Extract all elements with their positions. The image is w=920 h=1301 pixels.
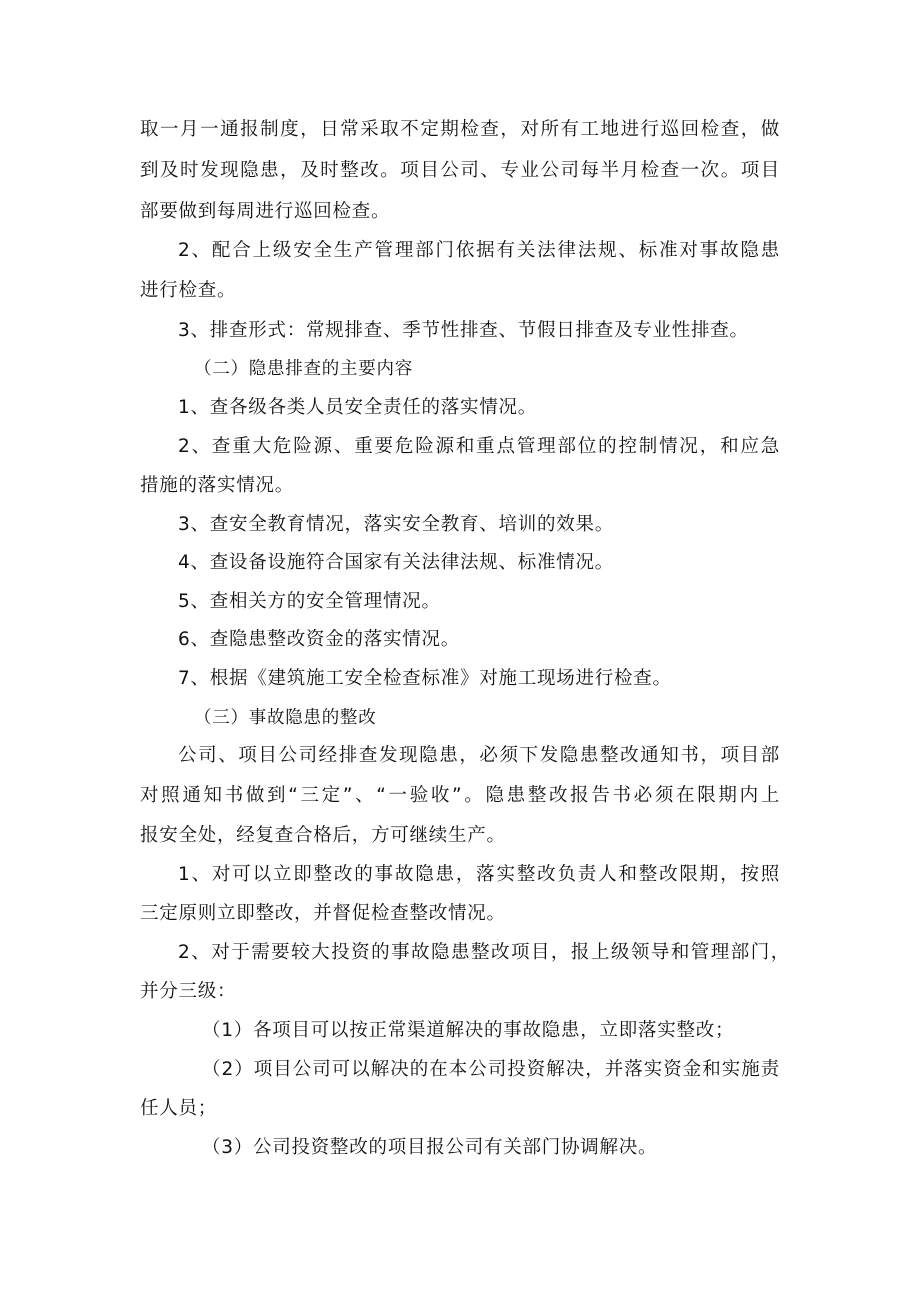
- text-line: 并分三级：: [140, 981, 237, 1002]
- text-line: （1）各项目可以按正常渠道解决的事故隐患，立即落实整改；: [202, 1020, 735, 1041]
- text-line: （2）项目公司可以解决的在本公司投资解决，并落实资金和实施责: [202, 1059, 780, 1080]
- text-line: 2、配合上级安全生产管理部门依据有关法律法规、标准对事故隐患: [178, 240, 780, 261]
- text-line: 2、对于需要较大投资的事故隐患整改项目，报上级领导和管理部门，: [178, 942, 790, 963]
- text-line: 部要做到每周进行巡回检查。: [140, 201, 391, 222]
- text-line: 到及时发现隐患，及时整改。项目公司、专业公司每半月检查一次。项目: [140, 160, 780, 181]
- text-line: 3、排查形式：常规排查、季节性排查、节假日排查及专业性排查。: [178, 320, 749, 341]
- section-heading: （二）隐患排查的主要内容: [194, 359, 413, 379]
- text-line: 对照通知书做到“三定”、“一验收”。隐患整改报告书必须在限期内上: [140, 785, 780, 806]
- text-line: 4、查设备设施符合国家有关法律法规、标准情况。: [178, 552, 615, 573]
- text-line: 任人员；: [140, 1098, 218, 1119]
- text-line: 报安全处，经复查合格后，方可继续生产。: [140, 825, 506, 846]
- text-line: 5、查相关方的安全管理情况。: [178, 591, 441, 612]
- text-line: 2、查重大危险源、重要危险源和重点管理部位的控制情况，和应急: [178, 436, 780, 457]
- text-line: 1、查各级各类人员安全责任的落实情况。: [178, 397, 538, 418]
- section-heading: （三）事故隐患的整改: [194, 708, 377, 728]
- text-line: 1、对可以立即整改的事故隐患，落实整改负责人和整改限期，按照: [178, 864, 780, 885]
- text-line: （3）公司投资整改的项目报公司有关部门协调解决。: [202, 1137, 658, 1158]
- text-line: 7、根据《建筑施工安全检查标准》对施工现场进行检查。: [178, 668, 672, 689]
- text-line: 进行检查。: [140, 280, 237, 301]
- text-line: 6、查隐患整改资金的落实情况。: [178, 629, 461, 650]
- text-line: 三定原则立即整改，并督促检查整改情况。: [140, 903, 506, 924]
- text-line: 3、查安全教育情况，落实安全教育、培训的效果。: [178, 514, 615, 535]
- text-line: 措施的落实情况。: [140, 475, 295, 496]
- text-line: 取一月一通报制度，日常采取不定期检查，对所有工地进行巡回检查，做: [140, 119, 780, 140]
- text-line: 公司、项目公司经排查发现隐患，必须下发隐患整改通知书，项目部: [178, 745, 780, 766]
